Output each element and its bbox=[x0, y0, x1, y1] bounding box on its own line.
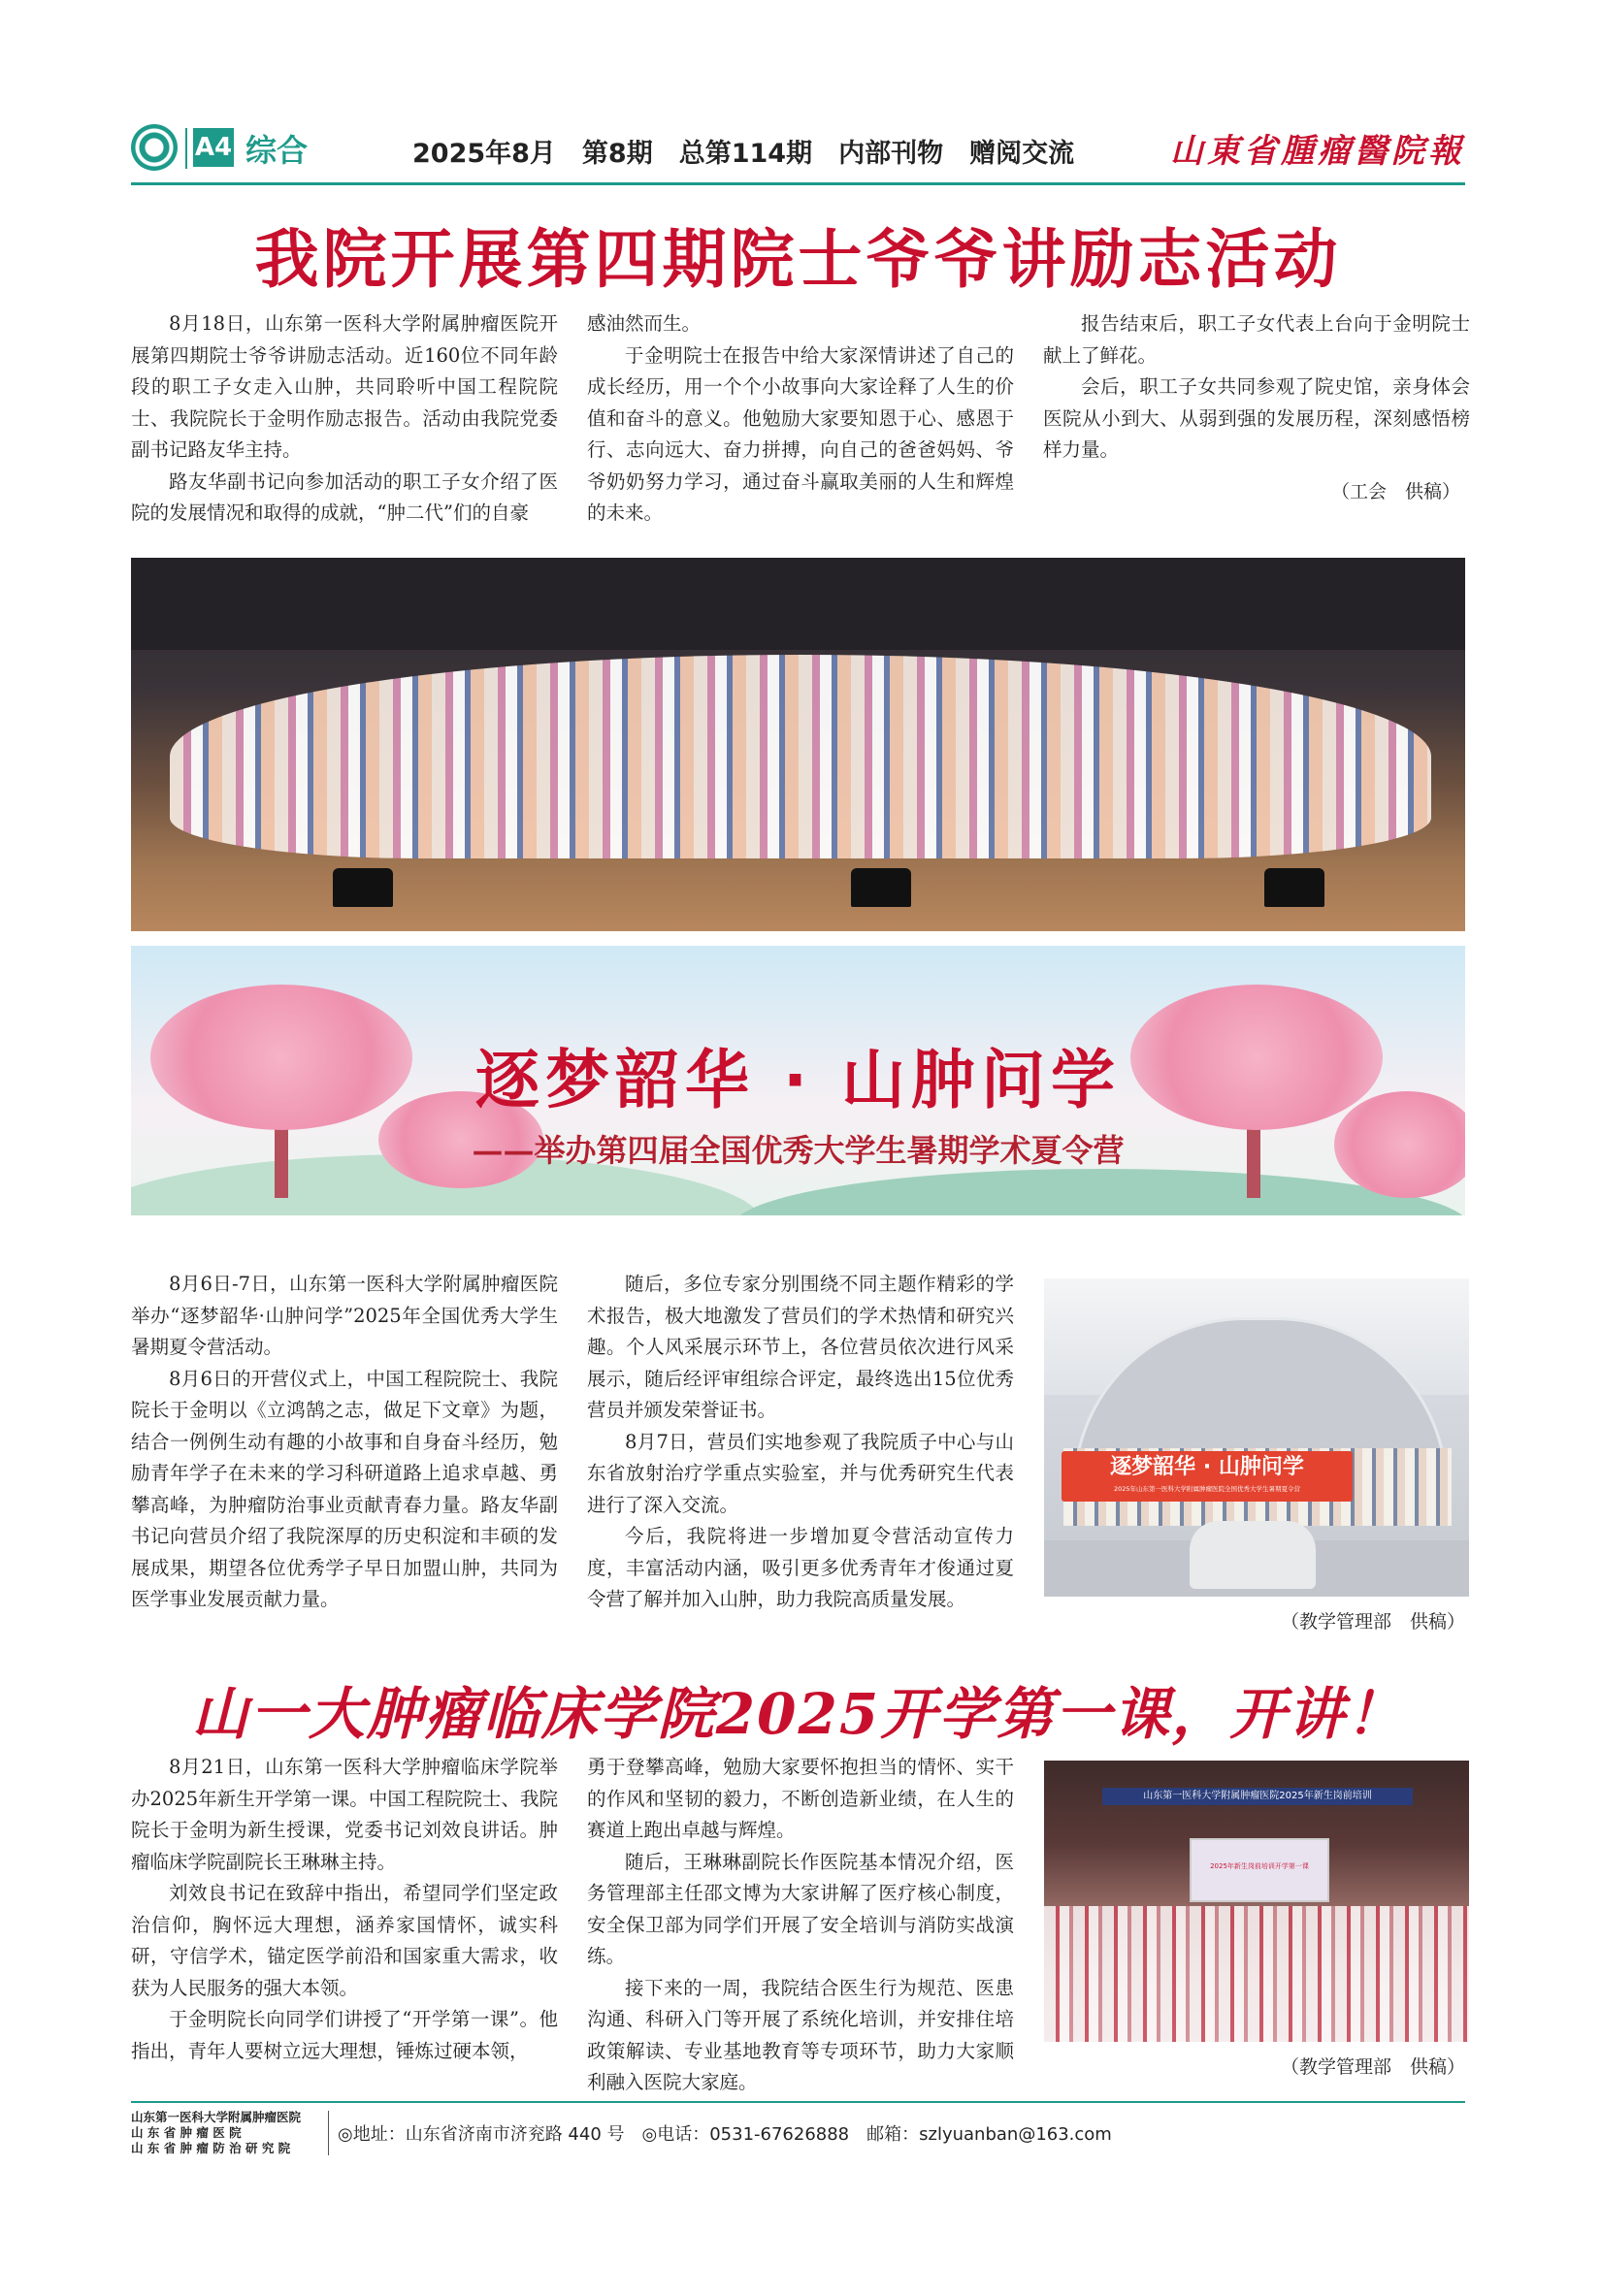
projection-screen bbox=[1190, 1838, 1329, 1902]
children-crowd bbox=[170, 655, 1431, 858]
paragraph: 今后，我院将进一步增加夏令营活动宣传力度，丰富活动内涵，吸引更多优秀青年才俊通过夏令营了解并加入山肿，助力我院高质量发展。 bbox=[587, 1525, 1014, 1610]
paragraph: 会后，职工子女共同参观了院史馆，亲身体会医院从小到大、从弱到强的发展历程，深刻感悟榜样力量。 bbox=[1043, 375, 1470, 461]
stage-backdrop bbox=[131, 558, 1465, 650]
paragraph: 接下来的一周，我院结合医生行为规范、医患沟通、科研入门等开展了系统化培训，并安排住培政策解读、专业基地教育等专项环节，助力大家顺利融入医院大家庭。 bbox=[587, 1976, 1014, 2093]
footer-org-line: 山东第一医科大学附属肿瘤医院 bbox=[131, 2110, 302, 2124]
page-header bbox=[131, 120, 1465, 178]
paragraph: 8月7日，营员们实地参观了我院质子中心与山东省放射治疗学重点实验室，并与优秀研究生代表进行了深入交流。 bbox=[587, 1430, 1014, 1516]
article2-column-1 bbox=[131, 1269, 558, 1616]
lecture-hall-photo bbox=[1044, 1761, 1469, 2042]
camp-red-banner bbox=[1062, 1451, 1353, 1502]
camp-banner-text: 逐梦韶华 · 山肿问学 bbox=[1110, 1455, 1304, 1479]
footer-organizations bbox=[131, 2110, 301, 2156]
paragraph: 于金明院士在报告中给大家深情讲述了自己的成长经历，用一个个小故事向大家诠释了人生的价值和奋斗的意义。他勉励大家要知恩于心、感恩于行、志向远大、奋力拼搏，向自己的爸爸妈妈、爷爷奶奶努力学习，通过奋斗赢取美丽的人生和辉煌的未来。 bbox=[587, 343, 1014, 524]
article3-column-2 bbox=[587, 1752, 1014, 2099]
paragraph: 于金明院长向同学们讲授了“开学第一课”。他指出，青年人要树立远大理想，锤炼过硬本领， bbox=[131, 2008, 558, 2062]
section-label: 综合 bbox=[245, 132, 309, 169]
article1-column-3 bbox=[1043, 308, 1470, 467]
stage-speaker bbox=[851, 868, 911, 907]
summer-camp-banner bbox=[131, 946, 1465, 1215]
camp-banner-subtext: 2025年山东第一医科大学附属肿瘤医院全国优秀大学生暑期夏令营 bbox=[1113, 1485, 1301, 1493]
footer-contact: ◎地址：山东省济南市济兖路 440 号 ◎电话：0531-67626888 邮箱：szlyuanban@163.com bbox=[338, 2124, 1112, 2145]
footer-divider bbox=[328, 2111, 329, 2155]
paragraph: 8月21日，山东第一医科大学肿瘤临床学院举办2025年新生开学第一课。中国工程院院士、我院院长于金明为新生授课，党委书记刘效良讲话。肿瘤临床学院副院长王琳琳主持。 bbox=[131, 1756, 558, 1873]
paragraph: 8月18日，山东第一医科大学附属肿瘤医院开展第四期院士爷爷讲励志活动。近160位不同年龄段的职工子女走入山肿，共同聆听中国工程院院士、我院院长于金明作励志报告。活动由我院党委副书记路友华主持。 bbox=[131, 312, 558, 461]
article1-credit: （工会 供稿） bbox=[1330, 481, 1460, 502]
article3-credit: （教学管理部 供稿） bbox=[1280, 2056, 1465, 2078]
audience-seats bbox=[1044, 1906, 1469, 2042]
article1-column-2 bbox=[587, 308, 1014, 530]
paragraph: 随后，多位专家分别围绕不同主题作精彩的学术报告，极大地激发了营员们的学术热情和研究兴趣。个人风采展示环节上，各位营员依次进行风采展示，随后经评审组综合评定，最终选出15位优秀营员并颁发荣誉证书。 bbox=[587, 1273, 1014, 1421]
article2-column-2 bbox=[587, 1269, 1014, 1616]
hall-header-sign: 山东第一医科大学附属肿瘤医院2025年新生岗前培训 bbox=[1102, 1788, 1413, 1805]
robotic-couch bbox=[1190, 1521, 1316, 1589]
header-rule bbox=[131, 182, 1465, 185]
newspaper-masthead: 山東省腫瘤醫院報 bbox=[1170, 132, 1465, 171]
paragraph: 8月6日的开营仪式上，中国工程院院士、我院院长于金明以《立鸿鹄之志，做足下文章》为题，结合一例例生动有趣的小故事和自身奋斗经历，勉励青年学子在未来的学习科研道路上追求卓越、勇攀高峰，为肿瘤防治事业贡献青春力量。路友华副书记向营员介绍了我院深厚的历史积淀和丰硕的发展成果，期望各位优秀学子早日加盟山肿，共同为医学事业发展贡献力量。 bbox=[131, 1367, 558, 1610]
article1-title: 我院开展第四期院士爷爷讲励志活动 bbox=[254, 222, 1342, 297]
proton-center-photo bbox=[1044, 1278, 1469, 1597]
paragraph: 勇于登攀高峰，勉励大家要怀抱担当的情怀、实干的作风和坚韧的毅力，不断创造新业绩，在人生的赛道上跑出卓越与辉煌。 bbox=[587, 1756, 1014, 1841]
banner-title: 逐梦韶华 · 山肿问学 bbox=[474, 1043, 1122, 1117]
article2-credit: （教学管理部 供稿） bbox=[1280, 1611, 1465, 1633]
stage-speaker bbox=[1264, 868, 1324, 907]
screen-text: 2025年新生岗前培训开学第一课 bbox=[1210, 1862, 1309, 1870]
header-divider bbox=[185, 128, 187, 169]
paragraph: 感油然而生。 bbox=[587, 312, 702, 335]
hospital-logo-icon bbox=[131, 124, 178, 171]
paragraph: 报告结束后，职工子女代表上台向于金明院士献上了鲜花。 bbox=[1043, 312, 1470, 367]
paragraph: 随后，王琳琳副院长作医院基本情况介绍，医务管理部主任邵文博为大家讲解了医疗核心制度，安全保卫部为同学们开展了安全培训与消防实战演练。 bbox=[587, 1850, 1014, 1967]
paragraph: 刘效良书记在致辞中指出，希望同学们坚定政治信仰，胸怀远大理想，涵养家国情怀，诚实科研，守信学术，锚定医学前沿和国家重大需求，收获为人民服务的强大本领。 bbox=[131, 1882, 558, 1999]
issue-info: 2025年8月 第8期 总第114期 内部刊物 赠阅交流 bbox=[412, 139, 1075, 169]
group-photo bbox=[131, 558, 1465, 931]
footer-org-line: 山 东 省 肿 瘤 医 院 bbox=[131, 2125, 242, 2140]
page-number-badge: A4 bbox=[193, 128, 234, 167]
article3-column-1 bbox=[131, 1752, 558, 2067]
banner-subtitle: ——举办第四届全国优秀大学生暑期学术夏令营 bbox=[472, 1132, 1125, 1169]
footer-org-line: 山 东 省 肿 瘤 防 治 研 究 院 bbox=[131, 2141, 291, 2155]
paragraph: 路友华副书记向参加活动的职工子女介绍了医院的发展情况和取得的成就，“肿二代”们的自豪 bbox=[131, 469, 558, 524]
article1-column-1 bbox=[131, 308, 558, 530]
paragraph: 8月6日-7日，山东第一医科大学附属肿瘤医院举办“逐梦韶华·山肿问学”2025年全国优秀大学生暑期夏令营活动。 bbox=[131, 1273, 558, 1358]
stage-speaker bbox=[333, 868, 393, 907]
article3-title: 山一大肿瘤临床学院2025开学第一课，开讲！ bbox=[191, 1681, 1405, 1747]
footer-rule bbox=[131, 2101, 1465, 2103]
